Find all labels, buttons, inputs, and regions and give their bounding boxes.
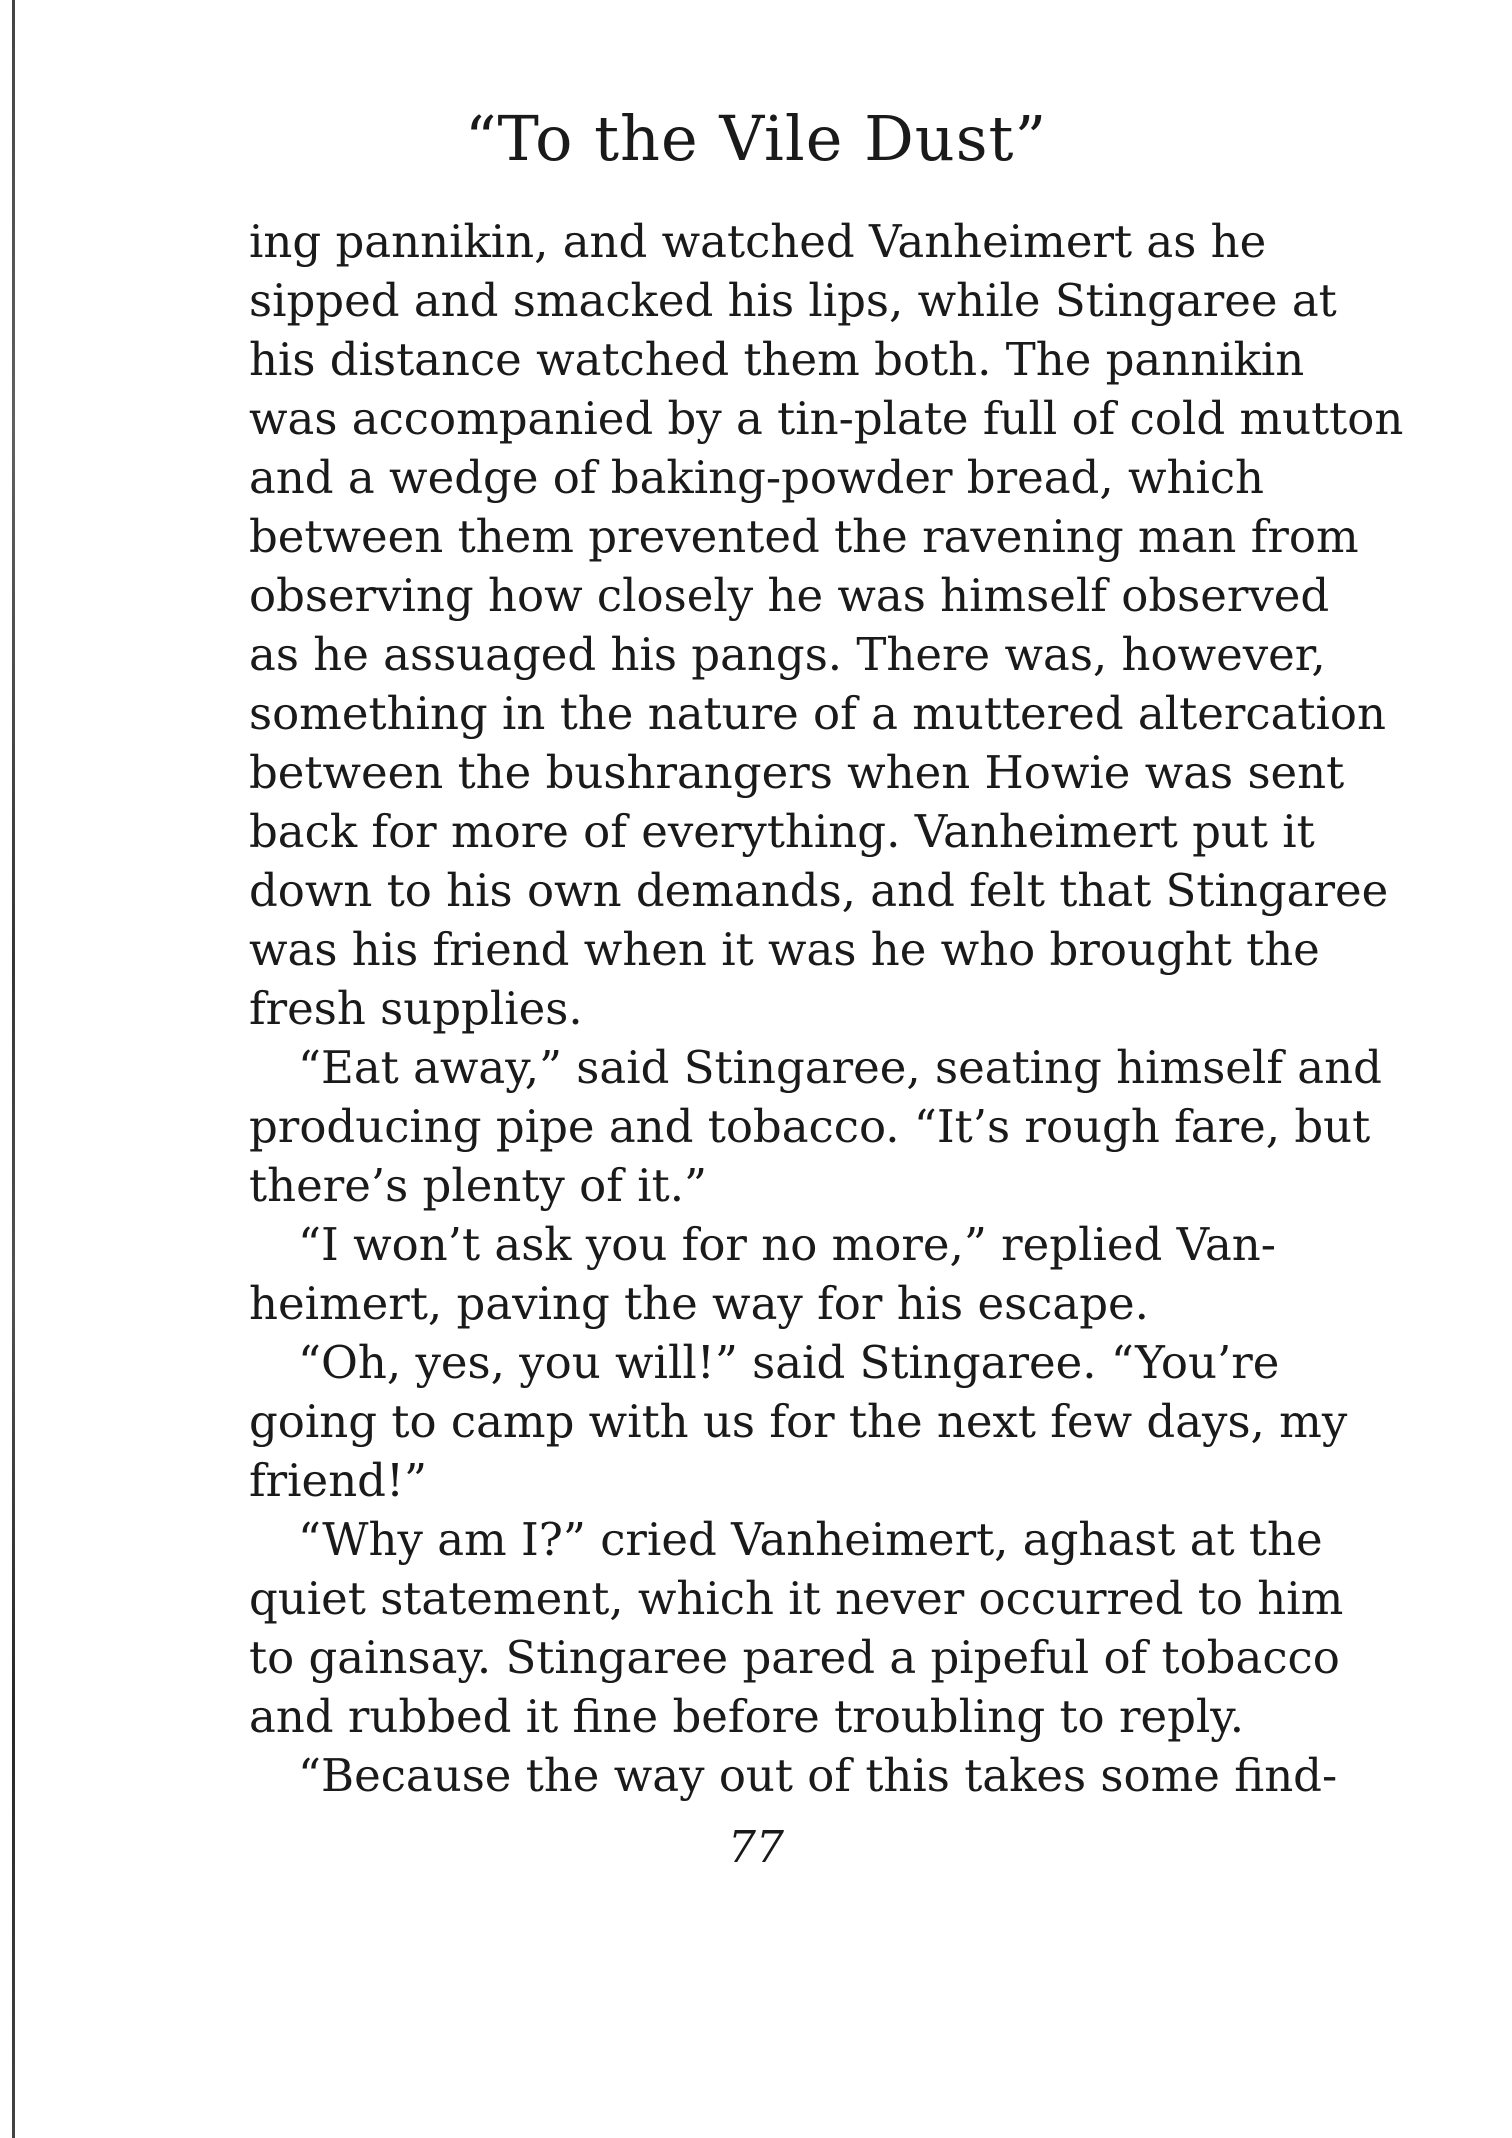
text-line: down to his own demands, and felt that Stingaree xyxy=(249,864,1389,917)
text-line: between them prevented the ravening man from xyxy=(249,510,1359,563)
text-line: between the bushrangers when Howie was sent xyxy=(249,746,1345,799)
text-line: “Oh, yes, you will!” said Stingaree. “You’re xyxy=(298,1336,1280,1389)
text-line: was his friend when it was he who brought the xyxy=(249,923,1320,976)
text-line: as he assuaged his pangs. There was, however, xyxy=(249,628,1326,681)
text-line: and rubbed it fine before troubling to reply. xyxy=(249,1690,1245,1743)
text-line: quiet statement, which it never occurred to him xyxy=(249,1572,1344,1625)
text-line: there’s plenty of it.” xyxy=(249,1159,707,1212)
text-line: “I won’t ask you for no more,” replied Van- xyxy=(298,1218,1276,1271)
text-line: observing how closely he was himself observed xyxy=(249,569,1330,622)
text-line: sipped and smacked his lips, while Stingaree at xyxy=(249,274,1337,327)
text-line: friend!” xyxy=(249,1454,428,1507)
text-line: back for more of everything. Vanheimert put it xyxy=(249,805,1315,858)
text-line: heimert, paving the way for his escape. xyxy=(249,1277,1149,1330)
text-line: fresh supplies. xyxy=(249,982,583,1035)
body-text xyxy=(249,212,1404,1805)
binding-edge xyxy=(12,0,15,2138)
text-line: and a wedge of baking-powder bread, which xyxy=(249,451,1265,504)
text-line: something in the nature of a muttered altercation xyxy=(249,687,1386,740)
text-line: his distance watched them both. The pannikin xyxy=(249,333,1305,386)
text-line: “Because the way out of this takes some find- xyxy=(298,1749,1338,1802)
running-head: “To the Vile Dust” xyxy=(464,102,1048,175)
text-line: ing pannikin, and watched Vanheimert as he xyxy=(249,215,1267,268)
text-line: going to camp with us for the next few days, my xyxy=(249,1395,1348,1448)
text-line: “Why am I?” cried Vanheimert, aghast at the xyxy=(298,1513,1323,1566)
text-line: to gainsay. Stingaree pared a pipeful of tobacco xyxy=(249,1631,1340,1684)
text-line: was accompanied by a tin-plate full of cold mutton xyxy=(249,392,1404,445)
text-line: producing pipe and tobacco. “It’s rough fare, but xyxy=(249,1100,1371,1153)
page-number: 77 xyxy=(728,1822,784,1873)
text-line: “Eat away,” said Stingaree, seating himself and xyxy=(298,1041,1382,1094)
